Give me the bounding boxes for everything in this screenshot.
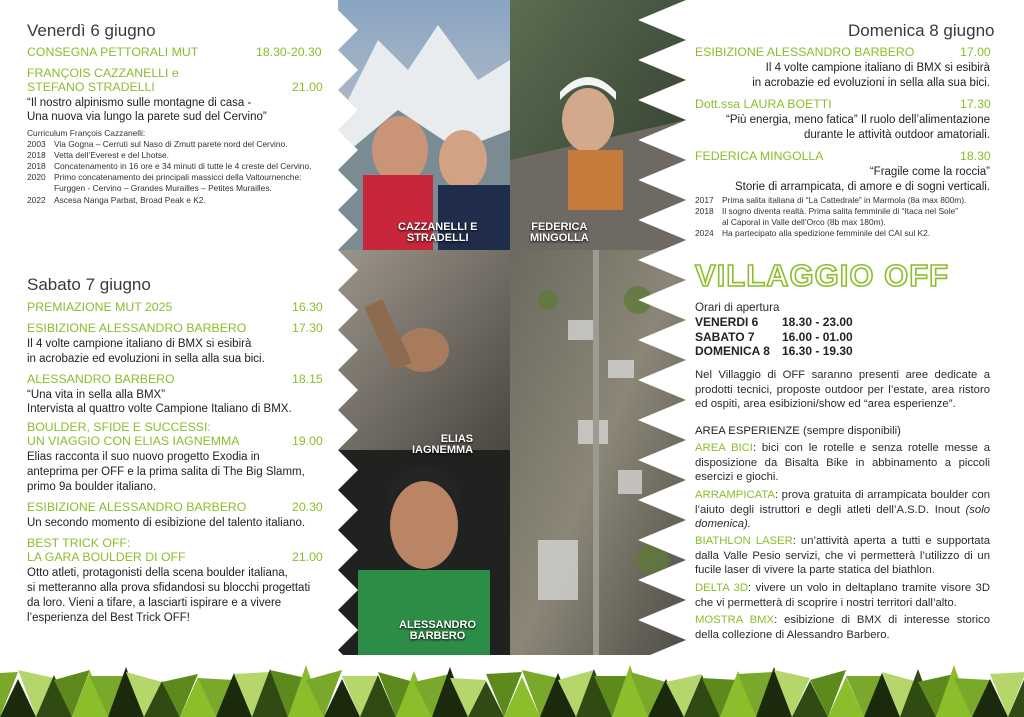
cv-row: 2020 Primo concatenamento dei principali massicci della Valtournenche: Furggen - Cervino – Grandes Murailles – Petites Murailles. <box>27 172 302 193</box>
area-mostra-bmx: MOSTRA BMX: esibizione di BMX di interesse storico della collezione di Alessandro Barbero. <box>695 614 990 641</box>
event-desc: anteprima per OFF e la prima salita di The Big Slamm, <box>27 466 305 478</box>
event-desc: da loro. Vieni a tifare, a lasciarti ispirare e a vivere <box>27 597 282 609</box>
event-name: FRANÇOIS CAZZANELLI e <box>27 66 179 80</box>
event-time: 17.00 <box>960 45 991 59</box>
friday-heading: Venerdì 6 giugno <box>27 21 156 40</box>
sunday-heading: Domenica 8 giugno <box>848 21 995 40</box>
saturday-heading: Sabato 7 giugno <box>27 275 151 294</box>
event-time: 20.30 <box>292 500 323 514</box>
cv-row: 2017 Prima salita italiana di “La Cattedrale” in Marmola (8a max 800m). <box>695 195 967 205</box>
cv-row: 2018 Vetta dell’Everest e del Lhotse. <box>27 150 169 160</box>
area-arrampicata: ARRAMPICATA: prova gratuita di arrampicata boulder con l’aiuto degli istruttori e degli atleti dell’A.S.D. Inout (solo domenica). <box>695 489 990 530</box>
village-title: VILLAGGIO OFF <box>695 258 950 293</box>
hours-label: Orari di apertura <box>695 301 780 314</box>
cv-row: 2022 Ascesa Nanga Parbat, Broad Peak e K2. <box>27 195 206 205</box>
event-quote: “Il nostro alpinismo sulle montagne di casa - <box>27 97 252 109</box>
village-intro: Nel Villaggio di OFF saranno presenti aree dedicate a prodotti tecnici, proposte outdoor per l’estate, area ristoro ed ospiti, area esibizioni/show ed “area esperienze”. <box>695 369 990 410</box>
event-desc: in acrobazie ed evoluzioni in sella alla sua bici. <box>752 77 990 89</box>
cv-row: 2018 Concatenamento in 16 ore e 34 minuti di tutte le 4 creste del Cervino. <box>27 161 312 171</box>
event-desc: in acrobazie ed evoluzioni in sella alla sua bici. <box>27 353 265 365</box>
cv-row: 2003 Via Gogna – Cerruti sul Naso di Zmutt parete nord del Cervino. <box>27 139 288 149</box>
event-desc: durante le attività outdoor amatoriali. <box>803 129 990 141</box>
photo-label-elias: ELIAS IAGNEMMA <box>412 433 474 456</box>
event-name: ESIBIZIONE ALESSANDRO BARBERO <box>27 321 247 335</box>
area-biathlon: BIATHLON LASER: un’attività aperta a tutti e supportata dalla Valle Pesio servizi, che vi permetterà l’utilizzo di un fucile laser di vivere la parte statica del biathlon. <box>695 535 991 576</box>
area-delta3d: DELTA 3D: vivere un volo in deltaplano tramite visore 3D che vi permetterà di scoprire i nostri territori dall’alto. <box>695 582 990 609</box>
event-name: Dott.ssa LAURA BOETTI <box>695 97 832 111</box>
event-name: LA GARA BOULDER DI OFF <box>27 550 186 564</box>
event-name: FEDERICA MINGOLLA <box>695 149 824 163</box>
hours-table <box>695 315 853 359</box>
climber-face <box>372 116 428 184</box>
event-desc: Il 4 volte campione italiano di BMX si esibirà <box>765 62 990 74</box>
decorative-pattern <box>0 655 1024 717</box>
climber-face <box>562 88 614 152</box>
event-time: 18.30-20.30 <box>256 45 322 59</box>
event-desc: Il 4 volte campione italiano di BMX si esibirà <box>27 338 252 350</box>
hours-row: VENERDI 6 18.30 - 23.00 <box>695 315 853 329</box>
event-name: CONSEGNA PETTORALI MUT <box>27 45 199 59</box>
event-desc: Storie di arrampicata, di amore e di sogni verticali. <box>734 181 990 193</box>
hours-row: DOMENICA 8 16.30 - 19.30 <box>695 344 853 358</box>
event-time: 19.00 <box>292 434 323 448</box>
photo-label-cazzanelli: CAZZANELLI E STRADELLI <box>398 221 478 244</box>
photo-label-barbero: ALESSANDRO BARBERO <box>399 619 477 642</box>
area-esperienze-heading: AREA ESPERIENZE (sempre disponibili) <box>695 425 901 437</box>
cv-row: 2018 Il sogno diventa realtà. Prima salita femminile di “Itaca nel Sole” <box>695 206 959 216</box>
event-time: 21.00 <box>292 80 323 94</box>
event-desc: primo 9a boulder italiano. <box>27 481 157 493</box>
event-desc: “Più energia, meno fatica” Il ruolo dell’alimentazione <box>725 114 990 126</box>
event-desc: Elias racconta il suo nuovo progetto Exodia in <box>27 451 260 463</box>
event-desc: Un secondo momento di esibizione del talento italiano. <box>27 517 306 529</box>
hours-row: SABATO 7 16.00 - 01.00 <box>695 329 853 344</box>
event-name: BEST TRICK OFF: <box>27 536 131 550</box>
event-name: STEFANO STRADELLI <box>27 80 155 94</box>
event-name: ESIBIZIONE ALESSANDRO BARBERO <box>27 500 247 514</box>
photo-label-mingolla: FEDERICA MINGOLLA <box>530 221 589 244</box>
event-time: 17.30 <box>292 321 323 335</box>
athlete-face <box>390 481 458 569</box>
event-time: 16.30 <box>292 300 323 314</box>
cv-list <box>27 139 332 206</box>
area-bici: AREA BICI: bici con le rotelle e senza rotelle messe a disposizione da Bisalta Bike in abbinamento a piccoli esercizi e giochi. <box>695 442 990 483</box>
event-time: 18.30 <box>960 149 991 163</box>
event-time: 18.15 <box>292 372 323 386</box>
event-time: 17.30 <box>960 97 991 111</box>
event-desc: l’esperienza del Best Trick OFF! <box>27 612 190 624</box>
event-desc: Otto atleti, protagonisti della scena boulder italiana, <box>27 567 288 579</box>
event-desc: Intervista al quattro volte Campione Italiano di BMX. <box>27 403 292 415</box>
event-name: PREMIAZIONE MUT 2025 <box>27 300 173 314</box>
event-quote: Una nuova via lungo la parete sud del Cervino” <box>27 111 267 123</box>
event-name: ESIBIZIONE ALESSANDRO BARBERO <box>695 45 915 59</box>
cv-list <box>695 195 995 239</box>
photo-collage <box>338 0 686 670</box>
event-desc: “Una vita in sella alla BMX” <box>27 389 166 401</box>
event-name: ALESSANDRO BARBERO <box>27 372 175 386</box>
climber-face <box>439 130 487 190</box>
event-desc: “Fragile come la roccia” <box>869 166 990 178</box>
event-desc: si metteranno alla prova sfidandosi su blocchi progettati <box>27 582 311 594</box>
cv-row: al Caporal in Valle dell’Orco (8b max 180m). <box>722 217 886 227</box>
cv-title: Curriculum François Cazzanelli: <box>27 128 146 138</box>
event-time: 21.00 <box>292 550 323 564</box>
event-name: UN VIAGGIO CON ELIAS IAGNEMMA <box>27 434 240 448</box>
cv-row: 2024 Ha partecipato alla spedizione femminile del CAI sul K2. <box>695 228 931 238</box>
event-name: BOULDER, SFIDE E SUCCESSI: <box>27 420 211 434</box>
